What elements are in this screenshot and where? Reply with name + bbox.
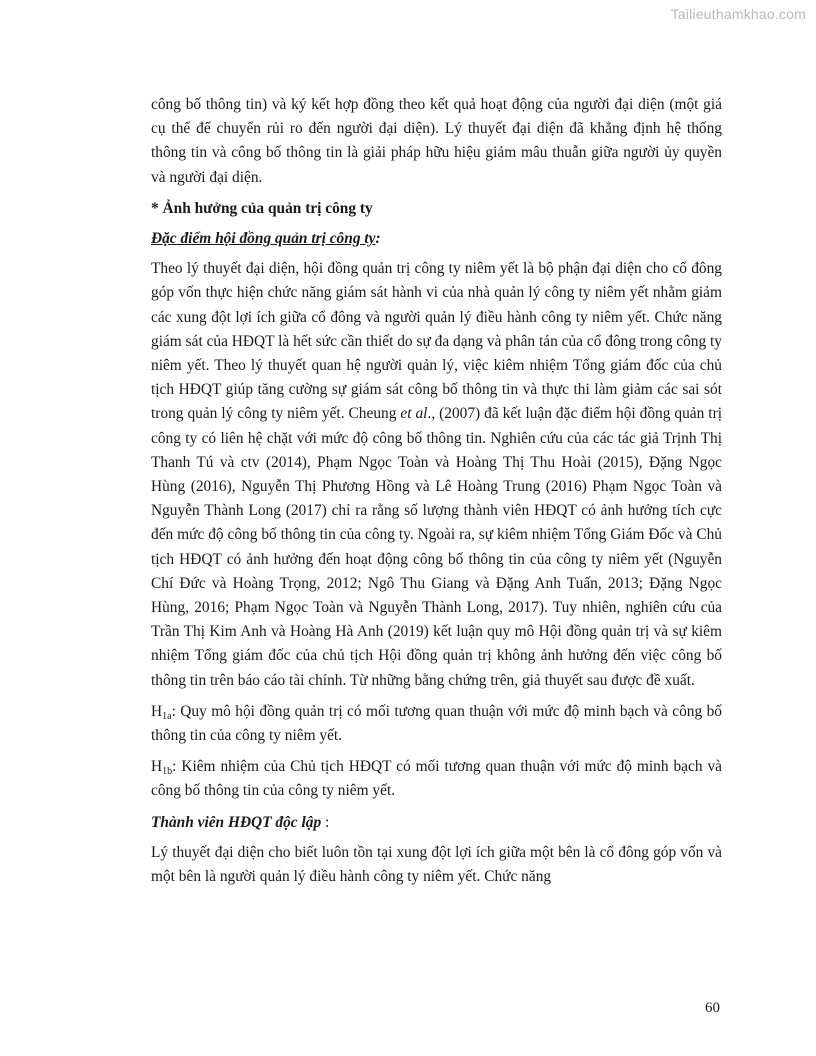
paragraph-agency-conflict: Lý thuyết đại diện cho biết luôn tồn tại xung đột lợi ích giữa một bên là cổ đông góp vốn và một bên là người quản lý điều hành công ty niêm yết. Chức năng	[151, 843, 722, 886]
hypothesis-h1a	[151, 700, 722, 748]
paragraph-intro: công bố thông tin) và ký kết hợp đồng theo kết quả hoạt động của người đại diện (một giá cụ thể để chuyển rủi ro đến người đại diện). Lý thuyết đại diện đã khẳng định hệ thống thông tin và công bố thông tin là giải pháp hữu hiệu giảm mâu thuẫn giữa người ủy quyền và người đại diện.	[151, 96, 722, 186]
hypothesis-h1a-subscript: 1a	[162, 710, 172, 722]
hypothesis-h1b-label: H	[151, 758, 163, 776]
hypothesis-h1b-subscript: 1b	[162, 766, 173, 778]
subheading-independent-members-text: Thành viên HĐQT độc lập	[151, 813, 322, 831]
subheading-board-characteristics-colon: :	[375, 230, 381, 248]
hypothesis-h1b-text: : Kiêm nhiệm của Chủ tịch HĐQT có mối tương quan thuận với mức độ minh bạch và công bố thông tin của công ty niêm yết.	[151, 758, 722, 800]
paragraph-board-theory-part-2: ., (2007) đã kết luận đặc điểm hội đồng quản trị công ty có liên hệ chặt với mức độ công bố thông tin. Nghiên cứu của các tác giả Trịnh Thị Thanh Tú và ctv (2014), Phạm Ngọc Toàn và Hoàng Thị Thu Hoài (2015), Đặng Ngọc Hùng (2016), Nguyễn Thị Phương Hồng và Lê Hoàng Trung (2016) Phạm Ngọc Toàn và Nguyễn Thành Long (2017) chỉ ra rằng số lượng thành viên HĐQT có ảnh hưởng tích cực đến mức độ công bố thông tin của công ty. Ngoài ra, sự kiêm nhiệm Tổng Giám Đốc và Chủ tịch HĐQT có ảnh hưởng đến hoạt động công bố thông tin của công ty niêm yết (Nguyễn Chí Đức và Hoàng Trọng, 2012; Ngô Thu Giang và Đặng Anh Tuấn, 2013; Đặng Ngọc Hùng, 2016; Phạm Ngọc Toàn và Nguyễn Thành Long, 2017). Tuy nhiên, nghiên cứu của Trần Thị Kim Anh và Hoàng Hà Anh (2019) kết luận quy mô Hội đồng quản trị và sự kiêm nhiệm Tổng giám đốc của chủ tịch Hội đồng quản trị không ảnh hưởng đến việc công bố thông tin trên báo cáo tài chính. Từ những bằng chứng trên, giả thuyết sau được đề xuất.	[151, 405, 722, 689]
subheading-independent-members	[151, 811, 722, 835]
et-al-text: et al	[400, 405, 428, 423]
subheading-board-characteristics	[151, 227, 722, 251]
watermark-text: Tailieuthamkhao.com	[670, 6, 806, 22]
paragraph-board-theory	[151, 257, 722, 693]
hypothesis-h1a-label: H	[151, 702, 163, 720]
section-heading: * Ảnh hưởng của quản trị công ty	[151, 199, 373, 217]
page-number: 60	[705, 1000, 720, 1016]
hypothesis-h1a-text: : Quy mô hội đồng quản trị có mối tương quan thuận với mức độ minh bạch và công bố thông tin của công ty niêm yết.	[151, 702, 722, 745]
paragraph-board-theory-part-1: Theo lý thuyết đại diện, hội đồng quản trị công ty niêm yết là bộ phận đại diện cho cổ đông góp vốn thực hiện chức năng giám sát hành vi của nhà quản lý công ty niêm yết nhằm giảm các xung đột lợi ích giữa cổ đông và người quản lý điều hành công ty niêm yết. Chức năng giám sát của HĐQT là hết sức cần thiết do sự đa dạng và phân tán của cổ đông trong công ty niêm yết. Theo lý thuyết quan hệ người quản lý, việc kiêm nhiệm Tổng giám đốc của chủ tịch HĐQT giúp tăng cường sự giám sát công bố thông tin và thực thi làm giảm các sai sót trong quản lý công ty niêm yết. Cheung	[151, 260, 722, 423]
hypothesis-h1b	[151, 755, 722, 803]
subheading-board-characteristics-text: Đặc điểm hội đồng quản trị công ty	[151, 230, 376, 248]
page-body	[151, 93, 722, 889]
subheading-independent-members-colon: :	[321, 813, 330, 831]
